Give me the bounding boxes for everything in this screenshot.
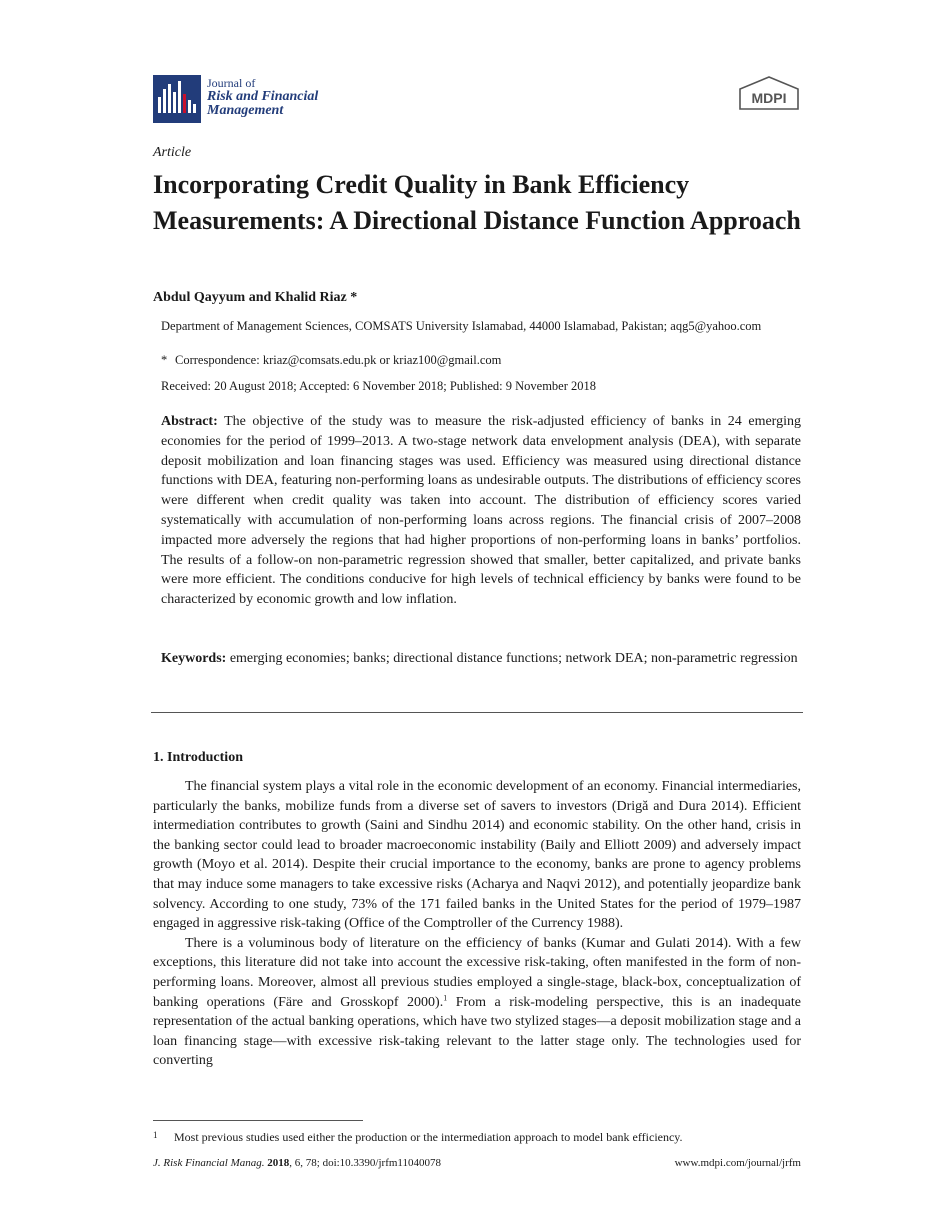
affiliation: Department of Management Sciences, COMSATS University Islamabad, 44000 Islamabad, Pakistan; aqg5@yahoo.com bbox=[161, 319, 762, 333]
footnote-divider bbox=[153, 1120, 363, 1121]
journal-url-link[interactable]: www.mdpi.com/journal/jrfm bbox=[674, 1157, 801, 1169]
section-divider bbox=[151, 712, 803, 713]
paragraph bbox=[153, 934, 801, 1071]
paragraph-text: From a risk-modeling perspective, this is an inadequate representation of the actual banking operations, which have two stylized stages—a deposit mobilization stage and a loan financing stage—with excessive risk-taking relevant to the latter stage only. The technologies used for converting bbox=[153, 994, 801, 1069]
abstract bbox=[161, 412, 801, 610]
footnote-text: Most previous studies used either the production or the intermediation approach to model bank efficiency. bbox=[174, 1130, 683, 1144]
section-heading-introduction: 1. Introduction bbox=[153, 750, 243, 765]
footnote-mark: 1 bbox=[153, 1130, 158, 1140]
author-list: Abdul Qayyum and Khalid Riaz * bbox=[153, 290, 358, 305]
keywords-label: Keywords: bbox=[161, 651, 227, 666]
article-title: Incorporating Credit Quality in Bank Efficiency Measurements: A Directional Distance Function Approach bbox=[153, 170, 801, 235]
paragraph: The financial system plays a vital role in the economic development of an economy. Financial intermediaries, particularly the banks, mobilize funds from a diverse set of savers to investors (Drigă and Dura 2014). Efficient intermediation contributes to growth (Saini and Sindhu 2014) and economic stability. On the other hand, crisis in the banking sector could lead to broader macroeconomic instability (Baily and Elliott 2009) and adversely impact growth (Moyo et al. 2014). Despite their crucial importance to the economy, banks are prone to agency problems that may induce some managers to take excessive risks (Acharya and Naqvi 2012), and potentially jeopardize bank solvency. According to one study, 73% of the 171 failed banks in the United States for the period of 1979–1987 engaged in aggressive risk-taking (Office of the Comptroller of the Currency 1988). bbox=[153, 779, 801, 932]
paragraph-text: There is a voluminous body of literature on the efficiency of banks (Kumar and Gulati 2014). With a few exceptions, this literature did not take into account the excessive risk-taking, often manifested in the form of non-performing loans. Moreover, almost all previous studies employed a single-stage, black-box, conceptualization of banking operations (Färe and Grosskopf 2000). bbox=[153, 935, 801, 1010]
introduction-body bbox=[153, 777, 801, 1071]
journal-name-line1: Journal of bbox=[207, 76, 256, 90]
correspondence-mark: * bbox=[161, 353, 168, 367]
abstract-label: Abstract: bbox=[161, 414, 218, 429]
journal-name bbox=[207, 76, 318, 118]
article-type: Article bbox=[153, 145, 192, 160]
journal-logo-icon bbox=[153, 75, 201, 123]
citation-details: , 6, 78; doi:10.3390/jrfm11040078 bbox=[289, 1157, 442, 1169]
mdpi-logo-text: MDPI bbox=[751, 90, 787, 106]
citation-year: 2018 bbox=[267, 1157, 290, 1169]
journal-name-line2: Risk and Financial bbox=[207, 89, 319, 104]
journal-abbrev: J. Risk Financial Manag. bbox=[153, 1157, 265, 1169]
footnote bbox=[153, 1130, 801, 1145]
correspondence-text: Correspondence: kriaz@comsats.edu.pk or kriaz100@gmail.com bbox=[175, 353, 502, 367]
mdpi-logo-icon bbox=[736, 75, 802, 113]
correspondence bbox=[161, 353, 501, 368]
citation-footer bbox=[153, 1157, 441, 1169]
footnote-ref[interactable]: 1 bbox=[443, 992, 448, 1002]
keywords bbox=[161, 649, 801, 669]
abstract-text: The objective of the study was to measure the risk-adjusted efficiency of banks in 24 emerging economies for the period of 1999–2013. A two-stage network data envelopment analysis (DEA), with separate deposit mobilization and loan financing stages was used. Efficiency was measured using directional distance functions with DEA, featuring non-performing loans as undesirable outputs. The distributions of efficiency scores were different when credit quality was taken into account. The distribution of efficiency scores varied systematically with accumulation of non-performing loans across regions. The financial crisis of 2007–2008 impacted more adversely the regions that had higher proportions of non-performing loans in banks’ portfolios. The results of a follow-on non-parametric regression showed that smaller, better capitalized, and private banks were more efficient. The conditions conducive for high levels of technical efficiency by banks were found to be characterized by economic growth and low inflation. bbox=[161, 414, 801, 608]
journal-name-line3: Management bbox=[207, 103, 284, 118]
publication-dates: Received: 20 August 2018; Accepted: 6 November 2018; Published: 9 November 2018 bbox=[161, 379, 596, 393]
keywords-text: emerging economies; banks; directional distance functions; network DEA; non-parametric regression bbox=[229, 651, 798, 666]
